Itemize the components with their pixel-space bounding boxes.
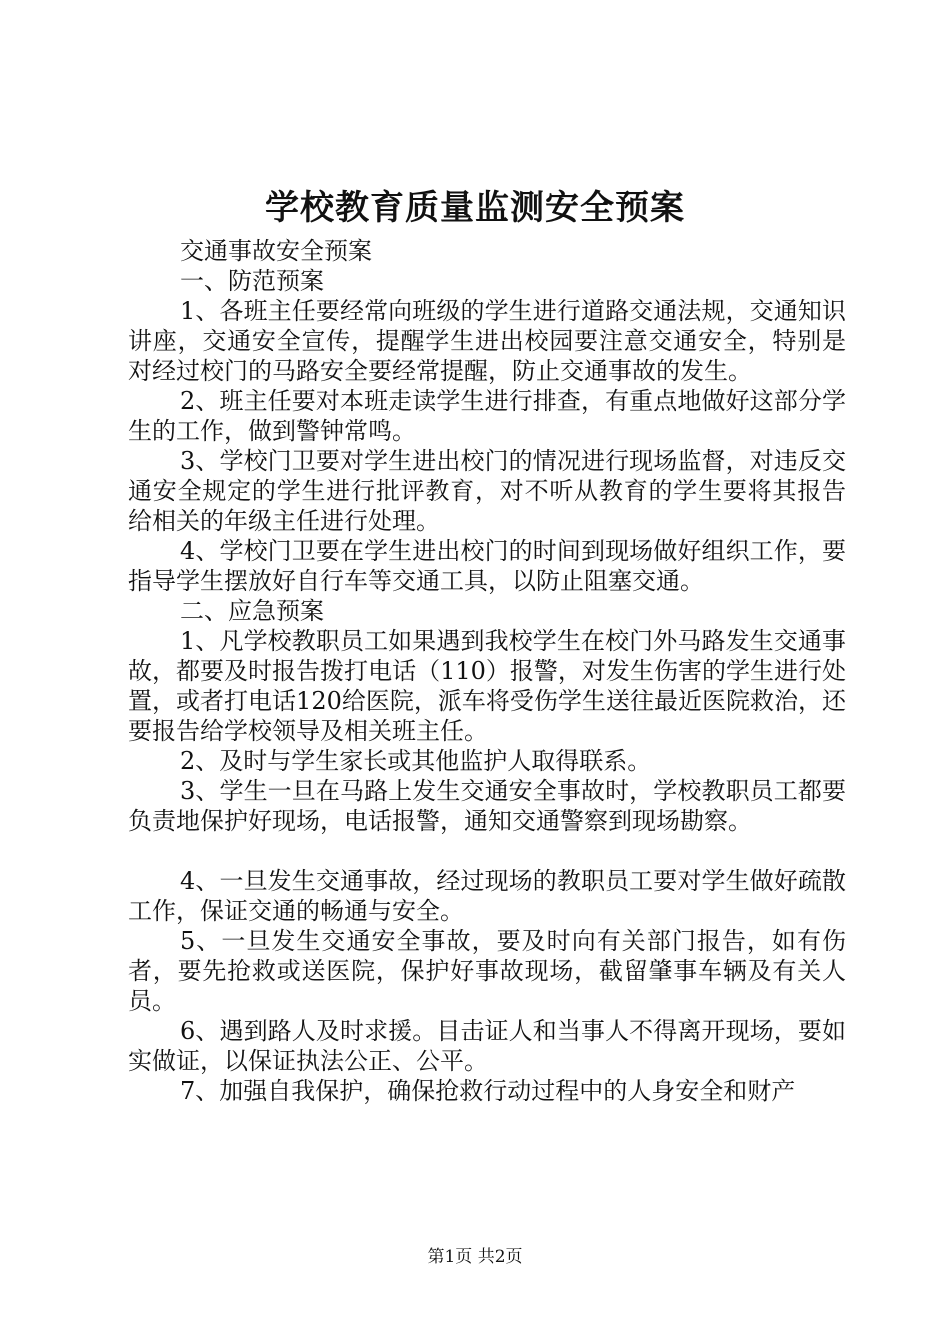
section-heading-prevention: 一、防范预案	[180, 267, 324, 295]
paragraph: 4、一旦发生交通事故，经过现场的教职员工要对学生做好疏散工作，保证交通的畅通与安全。	[128, 867, 846, 925]
section-heading-traffic-plan: 交通事故安全预案	[180, 237, 372, 265]
paragraph: 4、学校门卫要在学生进出校门的时间到现场做好组织工作，要指导学生摆放好自行车等交通工具，以防止阻塞交通。	[128, 537, 846, 595]
section-heading-emergency: 二、应急预案	[180, 597, 324, 625]
paragraph: 6、遇到路人及时求援。目击证人和当事人不得离开现场，要如实做证，以保证执法公正、公平。	[128, 1017, 846, 1075]
document-body	[128, 236, 846, 1106]
paragraph: 1、凡学校教职员工如果遇到我校学生在校门外马路发生交通事故，都要及时报告拨打电话（110）报警，对发生伤害的学生进行处置，或者打电话120给医院，派车将受伤学生送往最近医院救治，还要报告给学校领导及相关班主任。	[128, 627, 846, 745]
paragraph: 7、加强自我保护，确保抢救行动过程中的人身安全和财产	[180, 1077, 796, 1105]
paragraph: 3、学生一旦在马路上发生交通安全事故时，学校教职员工都要负责地保护好现场，电话报警，通知交通警察到现场勘察。	[128, 777, 846, 835]
paragraph: 5、一旦发生交通安全事故，要及时向有关部门报告，如有伤者，要先抢救或送医院，保护好事故现场，截留肇事车辆及有关人员。	[128, 927, 846, 1015]
paragraph: 2、班主任要对本班走读学生进行排查，有重点地做好这部分学生的工作，做到警钟常鸣。	[128, 387, 846, 445]
document-title: 学校教育质量监测安全预案	[265, 188, 685, 228]
paragraph: 3、学校门卫要对学生进出校门的情况进行现场监督，对违反交通安全规定的学生进行批评教育，对不听从教育的学生要将其报告给相关的年级主任进行处理。	[128, 447, 846, 535]
paragraph: 1、各班主任要经常向班级的学生进行道路交通法规，交通知识讲座，交通安全宣传，提醒学生进出校园要注意交通安全，特别是对经过校门的马路安全要经常提醒，防止交通事故的发生。	[128, 297, 846, 385]
page-number-footer: 第1页 共2页	[427, 1247, 523, 1267]
paragraph: 2、及时与学生家长或其他监护人取得联系。	[180, 747, 652, 775]
